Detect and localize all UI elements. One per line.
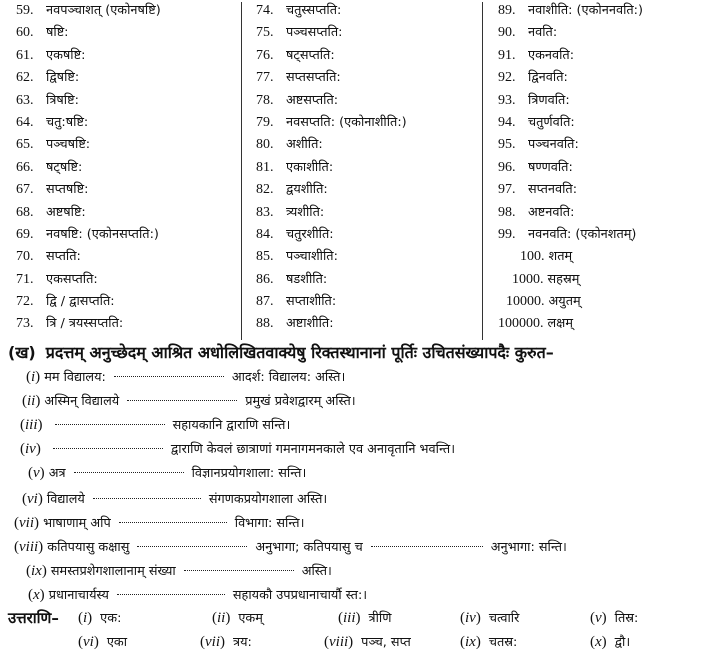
number-value: 93. (498, 92, 516, 108)
sanskrit-word: अष्टाशीति: (286, 316, 334, 332)
number-value: 100000. (498, 316, 544, 332)
answer-numeral: (x) (590, 634, 607, 650)
answer-numeral: (iv) (460, 610, 481, 626)
number-row (256, 45, 478, 67)
answer-text: एका (106, 635, 128, 650)
number-row (498, 246, 706, 268)
answer-text: पञ्च, सप्त (361, 635, 411, 650)
sanskrit-word: अष्टनवति: (528, 204, 575, 220)
number-value: 62. (16, 70, 34, 86)
answer-text: एक: (100, 611, 122, 626)
number-row (256, 22, 478, 44)
sanskrit-word: षट्सप्तति: (286, 47, 335, 63)
sanskrit-word: नवसप्तति: (एकोनाशीति:) (286, 114, 407, 130)
number-row (498, 134, 706, 156)
answer-text: चत्वारि (488, 611, 520, 626)
item-numeral: (ii) (22, 393, 41, 409)
item-numeral: (iv) (20, 441, 41, 457)
number-value: 71. (16, 271, 34, 287)
number-value: 87. (256, 294, 274, 310)
item-text-after: विभागा: सन्ति। (234, 516, 305, 531)
sanskrit-word: द्विनवति: (528, 70, 568, 86)
answer-iv (460, 608, 519, 629)
numbers-column-89-100000 (498, 0, 706, 336)
sanskrit-word: अष्टसप्तति: (286, 92, 339, 108)
item-text-before: समस्तप्रशेगशालानाम् संख्या (50, 564, 176, 579)
exercise-item-viii (14, 536, 567, 558)
sanskrit-word: षट्षष्टि: (46, 159, 83, 175)
answer-numeral: (viii) (324, 634, 354, 650)
number-row (16, 90, 238, 112)
numbers-column-59-73 (16, 0, 238, 336)
sanskrit-word: एकषष्टि: (46, 47, 86, 63)
sanskrit-word: त्र्यशीति: (286, 204, 325, 220)
sanskrit-word: पञ्चनवति: (528, 137, 579, 153)
sanskrit-word: चतु:षष्टि: (46, 114, 89, 130)
number-value: 63. (16, 92, 34, 108)
answer-numeral: (ii) (212, 610, 231, 626)
item-numeral: (vi) (22, 491, 43, 507)
sanskrit-word: पञ्चाशीति: (286, 249, 338, 265)
answer-text: द्वौ। (614, 635, 631, 650)
number-value: 74. (256, 3, 274, 18)
item-text-after: आदर्श: विद्यालय: अस्ति। (231, 370, 346, 385)
number-row (256, 269, 478, 291)
number-value: 60. (16, 25, 34, 41)
number-row (498, 179, 706, 201)
sanskrit-word: द्वि / द्वासप्तति: (46, 294, 115, 310)
sanskrit-word: नवाशीति: (एकोननवति:) (528, 3, 643, 18)
sanskrit-word: चतुरशीति: (286, 226, 334, 242)
sanskrit-word: त्रिणवति: (528, 92, 570, 108)
item-text-after: प्रमुखं प्रवेशद्वारम् अस्ति। (245, 394, 356, 409)
item-numeral: (viii) (14, 539, 44, 555)
number-value: 89. (498, 3, 516, 18)
answer-i (78, 608, 121, 629)
sanskrit-word: सप्तषष्टि: (46, 182, 89, 198)
blank-field[interactable] (184, 564, 294, 571)
exercise-item-iii (20, 414, 290, 436)
number-value: 76. (256, 47, 274, 63)
sanskrit-word: नवषष्टि: (एकोनसप्तति:) (46, 226, 159, 242)
numbers-column-74-88 (256, 0, 478, 336)
sanskrit-word: नवनवति: (एकोनशतम्) (528, 226, 637, 242)
item-text-before: विद्यालये (46, 492, 85, 507)
number-row (16, 157, 238, 179)
sanskrit-word: लक्षम् (547, 316, 574, 332)
item-text-before: कतिपयासु कक्षासु (47, 540, 130, 555)
number-row (16, 112, 238, 134)
blank-field[interactable] (119, 516, 227, 523)
item-numeral: (ix) (26, 563, 47, 579)
number-row (16, 67, 238, 89)
exercise-heading (8, 340, 554, 366)
number-row (498, 0, 706, 22)
column-divider (482, 2, 483, 340)
number-row (16, 246, 238, 268)
number-value: 100. (520, 249, 545, 265)
item-numeral: (i) (26, 369, 41, 385)
number-row (498, 224, 706, 246)
answer-text: तिस्र: (614, 611, 639, 626)
number-value: 59. (16, 3, 34, 18)
number-row (498, 157, 706, 179)
number-value: 65. (16, 137, 34, 153)
number-row (16, 45, 238, 67)
exercise-item-vii (14, 512, 304, 534)
number-value: 67. (16, 182, 34, 198)
sanskrit-word: चतुस्सप्तति: (286, 3, 342, 18)
item-text-after: अनुभागा; कतिपयासु च (255, 540, 363, 555)
exercise-item-ix (26, 560, 332, 582)
answer-numeral: (ix) (460, 634, 481, 650)
number-row (498, 67, 706, 89)
column-divider (241, 2, 242, 340)
sanskrit-word: नवति: (528, 25, 558, 41)
number-value: 80. (256, 137, 274, 153)
exercise-instruction: प्रदत्तम् अनुच्छेदम् आश्रित अधोलिखितवाक्येषु रिक्तस्थानानां पूर्तिः उचितसंख्यापदैः कुरुत– (45, 343, 554, 362)
number-value: 96. (498, 159, 516, 175)
answer-text: एकम् (238, 611, 263, 626)
item-numeral: (iii) (20, 417, 43, 433)
number-value: 10000. (506, 294, 545, 310)
blank-field[interactable] (117, 588, 225, 595)
sanskrit-word: षडशीति: (286, 271, 328, 287)
item-text-before: अत्र (48, 466, 66, 481)
item-text-after: संगणकप्रयोगशाला अस्ति। (208, 492, 328, 507)
sanskrit-word: पञ्चसप्तति: (286, 25, 343, 41)
number-row (256, 90, 478, 112)
number-value: 98. (498, 204, 516, 220)
number-row (498, 22, 706, 44)
number-value: 72. (16, 294, 34, 310)
number-value: 83. (256, 204, 274, 220)
number-value: 1000. (512, 271, 544, 287)
number-value: 86. (256, 271, 274, 287)
answer-numeral: (iii) (338, 610, 361, 626)
number-row (256, 0, 478, 22)
exercise-item-v (28, 462, 306, 484)
number-row (16, 179, 238, 201)
sanskrit-word: अष्टषष्टि: (46, 204, 86, 220)
number-value: 97. (498, 182, 516, 198)
number-value: 68. (16, 204, 34, 220)
sanskrit-word: एकाशीति: (286, 159, 334, 175)
number-value: 84. (256, 226, 274, 242)
blank-field[interactable] (127, 394, 237, 401)
sanskrit-word: पञ्चषष्टि: (46, 137, 91, 153)
number-value: 66. (16, 159, 34, 175)
blank-field[interactable] (137, 540, 247, 547)
number-value: 91. (498, 47, 516, 63)
number-value: 82. (256, 182, 274, 198)
blank-field[interactable] (55, 418, 165, 425)
sanskrit-word: षण्णवति: (528, 159, 573, 175)
sanskrit-word: त्रि / त्रयस्सप्तति: (46, 316, 124, 332)
number-value: 92. (498, 70, 516, 86)
number-row (256, 291, 478, 313)
number-row (256, 134, 478, 156)
answer-numeral: (vii) (200, 634, 225, 650)
number-row (16, 202, 238, 224)
number-value: 61. (16, 47, 34, 63)
exercise-item-i (26, 366, 345, 388)
sanskrit-word: द्विषष्टि: (46, 70, 80, 86)
number-value: 79. (256, 114, 274, 130)
item-text-after-2: अनुभागा: सन्ति। (490, 540, 567, 555)
blank-field[interactable] (371, 540, 483, 547)
number-row (16, 313, 238, 335)
sanskrit-word: त्रिषष्टि: (46, 92, 79, 108)
sanskrit-word: द्वयशीति: (286, 182, 328, 198)
answer-text: त्रीणि (368, 611, 392, 626)
number-row (256, 202, 478, 224)
number-row (256, 157, 478, 179)
number-row (498, 313, 706, 335)
sanskrit-word: सप्तसप्तति: (286, 70, 341, 86)
item-text-before: मम विद्यालय: (44, 370, 106, 385)
exercise-item-iv (20, 438, 455, 460)
number-value: 94. (498, 114, 516, 130)
number-value: 73. (16, 316, 34, 332)
sanskrit-word: अयुतम् (548, 294, 581, 310)
exercise-item-ii (22, 390, 356, 412)
blank-field[interactable] (93, 492, 201, 499)
number-row (498, 90, 706, 112)
number-row (16, 22, 238, 44)
number-value: 70. (16, 249, 34, 265)
blank-field[interactable] (114, 370, 224, 377)
item-text-after: द्वाराणि केवलं छात्राणां गमनागमनकाले एव अनावृतानि भवन्ति। (170, 442, 456, 457)
number-row (16, 291, 238, 313)
blank-field[interactable] (74, 466, 184, 473)
number-value: 99. (498, 226, 516, 242)
number-row (498, 112, 706, 134)
number-value: 95. (498, 137, 516, 153)
sanskrit-word: सप्ताशीति: (286, 294, 337, 310)
sanskrit-word: नवपञ्चाशत् (एकोनषष्टि) (46, 3, 161, 18)
number-value: 75. (256, 25, 274, 41)
number-row (498, 291, 706, 313)
number-row (256, 246, 478, 268)
blank-field[interactable] (53, 442, 163, 449)
number-row (256, 224, 478, 246)
item-text-after: सहायकानि द्वाराणि सन्ति। (172, 418, 291, 433)
exercise-item-x (28, 584, 367, 606)
number-row (16, 269, 238, 291)
number-row (16, 224, 238, 246)
answer-ii (212, 608, 263, 629)
item-text-before: अस्मिन् विद्यालये (44, 394, 120, 409)
number-value: 88. (256, 316, 274, 332)
item-numeral: (vii) (14, 515, 39, 531)
number-row (498, 202, 706, 224)
answer-text: त्रय: (233, 635, 252, 650)
number-value: 64. (16, 114, 34, 130)
item-numeral: (x) (28, 587, 45, 603)
number-row (256, 179, 478, 201)
number-row (256, 313, 478, 335)
answer-iii (338, 608, 391, 629)
item-text-after: अस्ति। (301, 564, 332, 579)
answers-label: उत्तराणि– (8, 609, 59, 627)
exercise-label: (ख) (8, 343, 36, 362)
sanskrit-word: सप्तनवति: (528, 182, 578, 198)
number-row (256, 112, 478, 134)
item-text-before: भाषाणाम् अपि (43, 516, 111, 531)
number-row (16, 134, 238, 156)
number-row (498, 269, 706, 291)
sanskrit-word: एकसप्तति: (46, 271, 98, 287)
sanskrit-word: एकनवति: (528, 47, 575, 63)
sanskrit-word: सप्तति: (46, 249, 81, 265)
number-row (16, 0, 238, 22)
number-value: 81. (256, 159, 274, 175)
item-numeral: (v) (28, 465, 45, 481)
sanskrit-word: चतुर्णवति: (528, 114, 575, 130)
number-value: 90. (498, 25, 516, 41)
number-value: 77. (256, 70, 274, 86)
number-value: 69. (16, 226, 34, 242)
sanskrit-word: षष्टि: (46, 25, 69, 41)
item-text-after: विज्ञानप्रयोगशाला: सन्ति। (191, 466, 307, 481)
answer-numeral: (vi) (78, 634, 99, 650)
answer-numeral: (i) (78, 610, 93, 626)
answer-v (590, 608, 638, 629)
answer-numeral: (v) (590, 610, 607, 626)
number-value: 85. (256, 249, 274, 265)
exercise-item-vi (22, 488, 327, 510)
sanskrit-word: शतम् (548, 249, 573, 265)
sanskrit-word: अशीति: (286, 137, 323, 153)
number-value: 78. (256, 92, 274, 108)
number-row (498, 45, 706, 67)
item-text-after: सहायकौ उपप्रधानाचार्यौ स्त:। (232, 588, 368, 603)
sanskrit-word: सहस्रम् (547, 271, 580, 287)
item-text-before: प्रधानाचार्यस्य (48, 588, 109, 603)
answer-text: चतस्र: (488, 635, 518, 650)
number-row (256, 67, 478, 89)
